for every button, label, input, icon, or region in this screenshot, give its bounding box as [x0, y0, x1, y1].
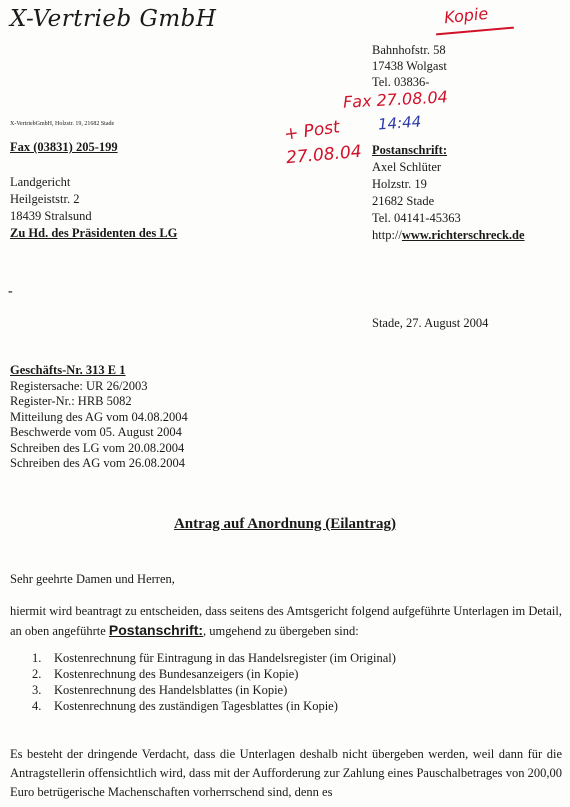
list-item	[32, 682, 396, 698]
list-text: Kostenrechnung des Handelsblattes (in Kopie)	[54, 683, 288, 697]
handwritten-fax-note: Fax 27.08.04	[342, 87, 449, 112]
postal-line: 21682 Stade	[372, 194, 435, 208]
postal-line: Holzstr. 19	[372, 177, 427, 191]
postal-heading: Postanschrift:	[372, 143, 447, 157]
website	[372, 227, 525, 244]
recipient-attention: Zu Hd. des Präsidenten des LG	[10, 226, 178, 240]
recipient-address	[10, 174, 177, 242]
postal-line: Axel Schlüter	[372, 160, 442, 174]
reference-line: Register-Nr.: HRB 5082	[10, 394, 132, 408]
recipient-line: 18439 Stralsund	[10, 209, 92, 223]
reference-block	[10, 363, 188, 472]
reference-line: Schreiben des AG vom 26.08.2004	[10, 456, 185, 470]
company-address-line: Tel. 03836-	[372, 75, 430, 89]
paragraph-text: , umgehend zu übergeben sind:	[203, 624, 359, 638]
postal-address	[372, 142, 525, 244]
list-item	[32, 666, 396, 682]
list-item	[32, 650, 396, 666]
document-list	[32, 650, 396, 714]
company-address-line: Bahnhofstr. 58	[372, 43, 446, 57]
recipient-line: Heilgeiststr. 2	[10, 192, 80, 206]
sender-line: X-VertriebGmbH, Holzstr. 19, 21682 Stade	[10, 121, 115, 127]
company-address	[372, 42, 447, 90]
company-name: X-Vertrieb GmbH	[10, 6, 217, 32]
list-number: 2.	[32, 667, 42, 681]
handwritten-post-date: 27.08.04	[285, 141, 363, 169]
list-text: Kostenrechnung für Eintragung in das Handelsregister (im Original)	[54, 651, 396, 665]
reference-line: Schreiben des LG vom 20.08.2004	[10, 440, 185, 455]
company-address-line: 17438 Wolgast	[372, 59, 447, 73]
list-text: Kostenrechnung des zuständigen Tagesblattes (in Kopie)	[54, 699, 338, 713]
list-text: Kostenrechnung des Bundesanzeigers (in Kopie)	[54, 667, 299, 681]
body-paragraph	[10, 602, 562, 641]
stray-mark: -	[8, 284, 13, 299]
list-item	[32, 698, 396, 714]
body-paragraph-2: Es besteht der dringende Verdacht, dass die Unterlagen deshalb nicht übergeben werden, weil dann für die Antragstellerin offensichtlich wird, dass mit der Aufforderung zur Zahlung eines Pauschalbetrages von 200,00 Euro betrügerische Machenschaften vorherrschend sind, denn es	[10, 747, 562, 799]
recipient-line: Landgericht	[10, 175, 71, 189]
list-number: 3.	[32, 683, 42, 697]
fax-number: Fax (03831) 205-199	[10, 140, 118, 154]
handwritten-time-note: 14:44	[377, 112, 422, 134]
document-title: Antrag auf Anordnung (Eilantrag)	[173, 516, 397, 532]
handwritten-kopie: Kopie	[443, 3, 490, 28]
reference-line: Beschwerde vom 05. August 2004	[10, 425, 182, 439]
list-number: 1.	[32, 651, 42, 665]
postal-line: Tel. 04141-45363	[372, 211, 461, 225]
paragraph-text: hiermit wird beantragt zu entscheiden, dass seitens des Amtsgericht folgend aufgeführte Unterlagen im Detail, an oben angeführte	[10, 604, 562, 638]
list-number: 4.	[32, 699, 42, 713]
website-link[interactable]: www.richterschreck.de	[401, 228, 525, 242]
handwritten-underline	[436, 27, 514, 36]
website-prefix: http://	[372, 228, 402, 242]
handwritten-post-note: + Post	[282, 117, 341, 145]
reference-line: Mitteilung des AG vom 04.08.2004	[10, 409, 188, 424]
paragraph-highlight: Postanschrift:	[108, 622, 204, 638]
place-date: Stade, 27. August 2004	[372, 316, 489, 330]
reference-heading: Geschäfts-Nr. 313 E 1	[10, 363, 126, 377]
reference-line: Registersache: UR 26/2003	[10, 378, 148, 393]
salutation: Sehr geehrte Damen und Herren,	[10, 572, 175, 586]
